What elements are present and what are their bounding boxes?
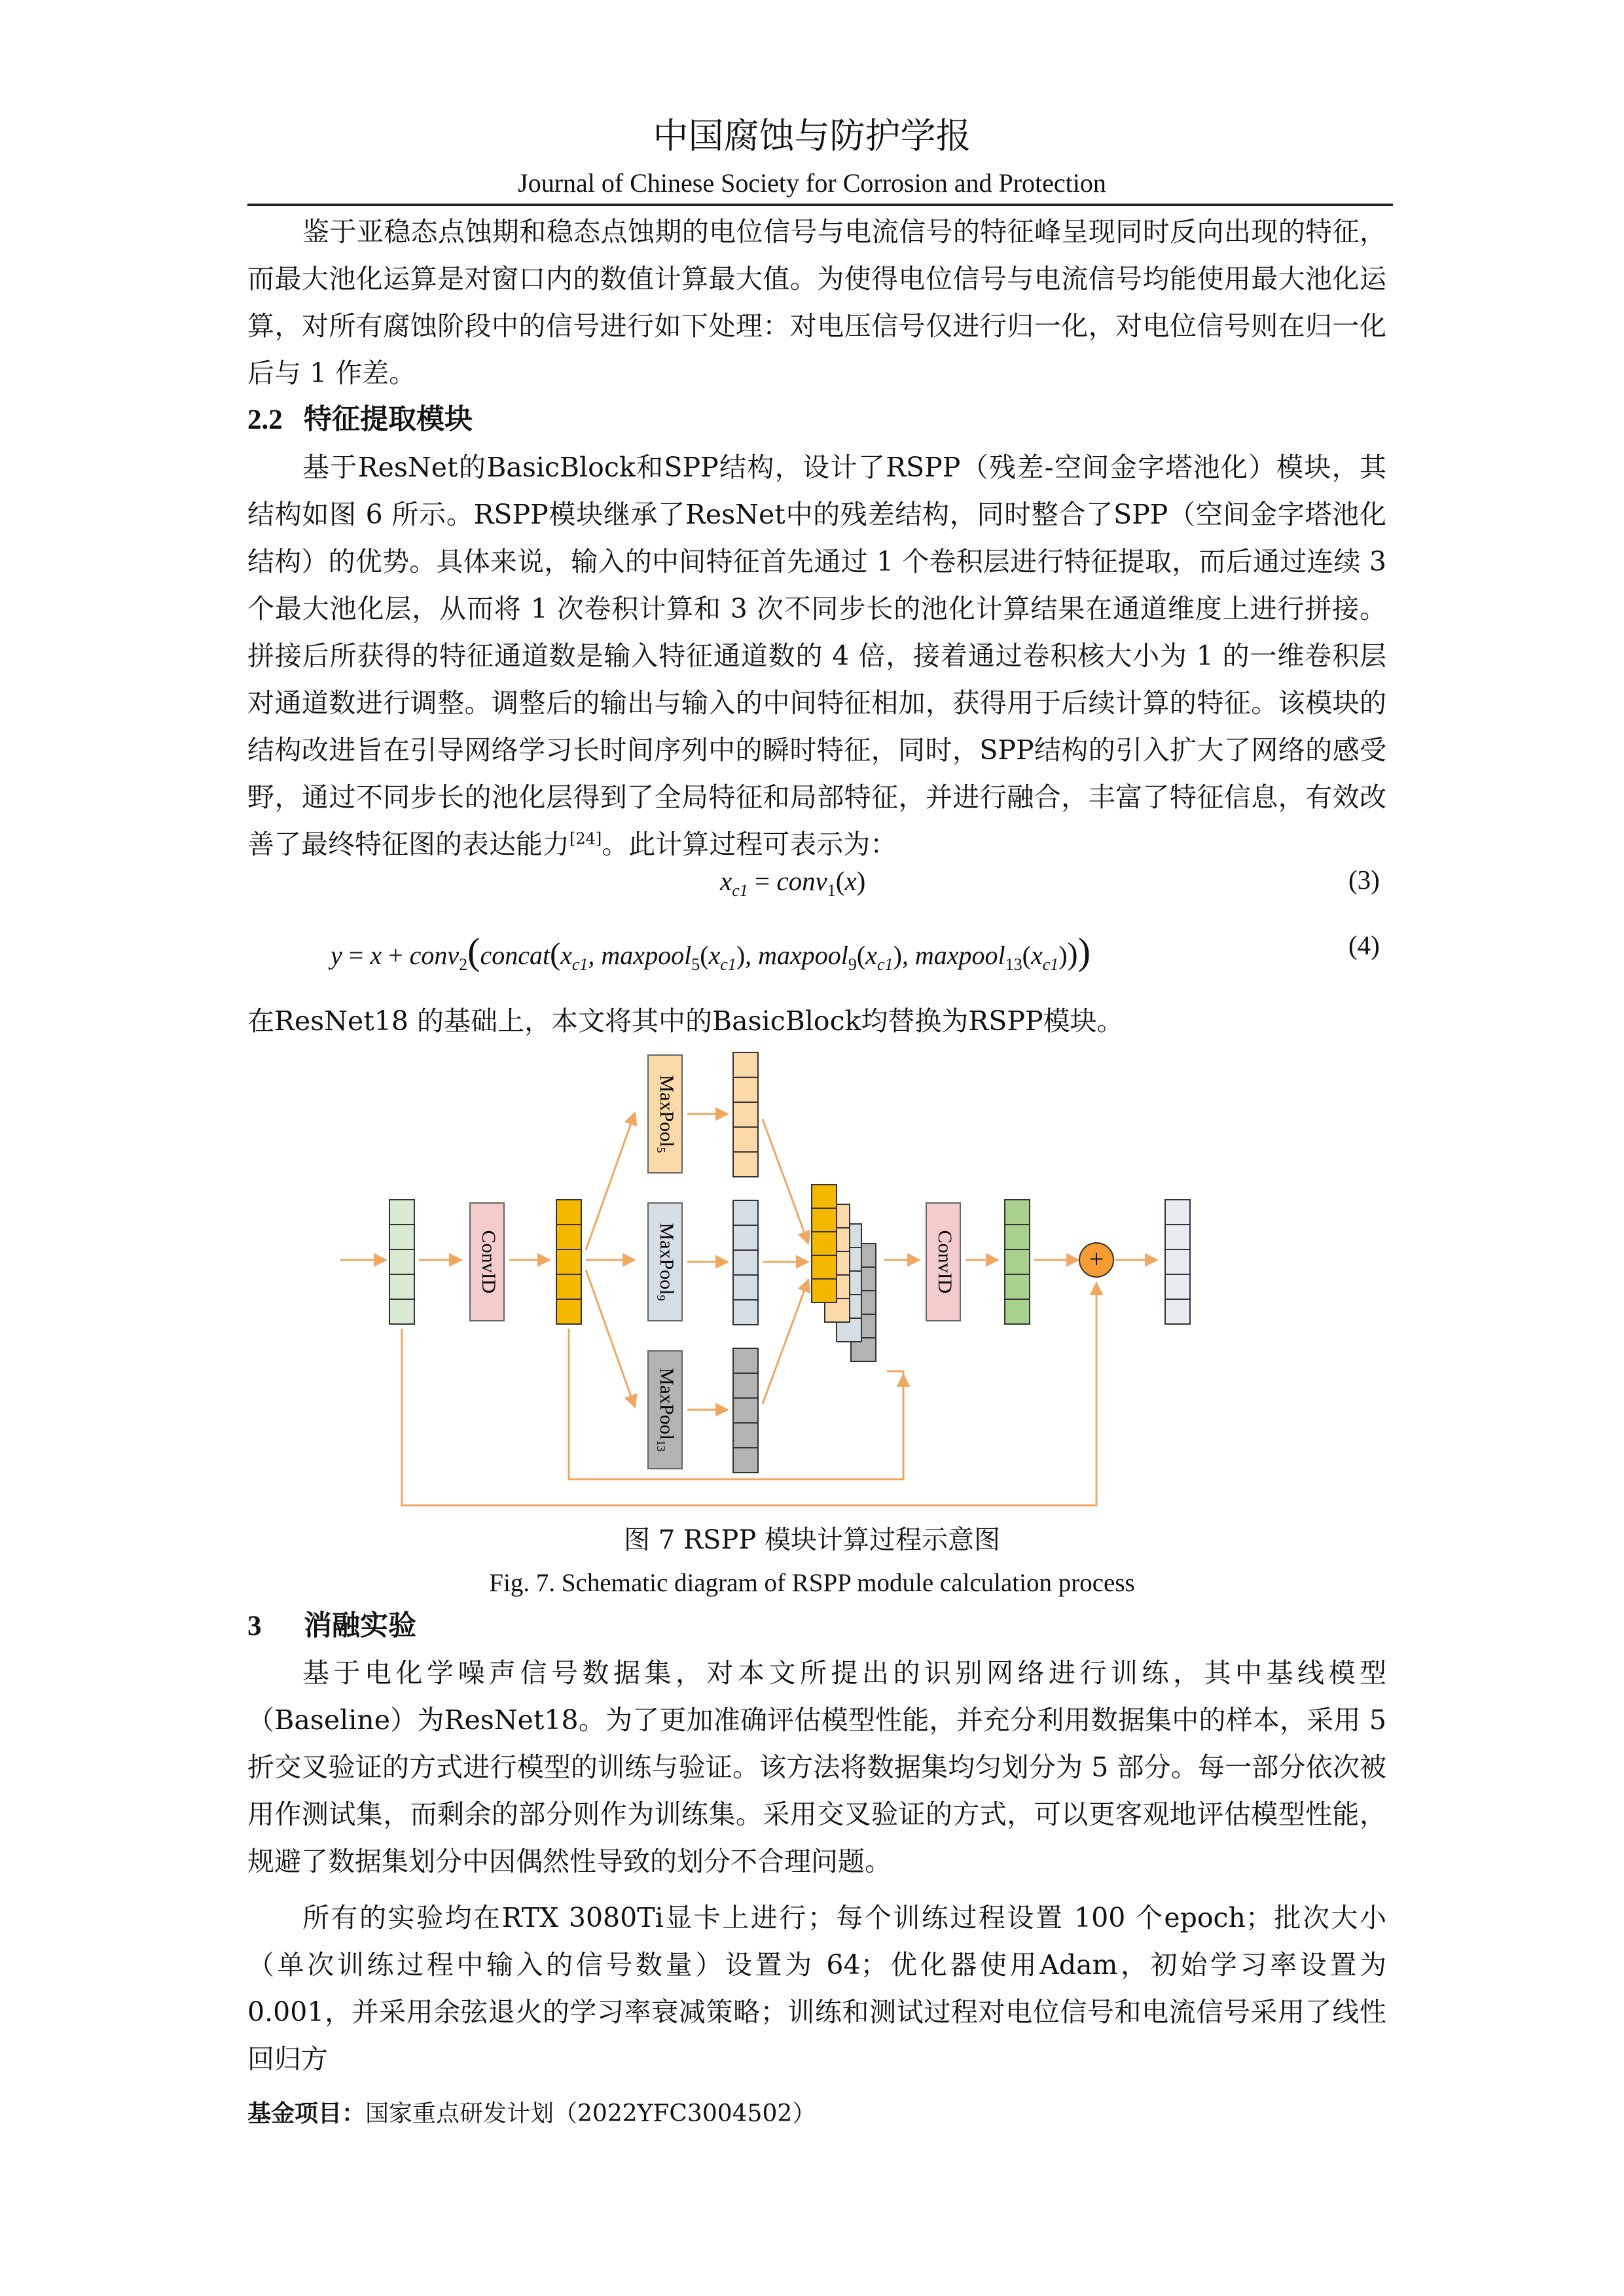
funding-text: 国家重点研发计划（2022YFC3004502）: [365, 2100, 816, 2127]
equation-3: $x_{c1}$ = conv$_1$(x): [720, 866, 866, 901]
section-2-2-title: 特征提取模块: [304, 403, 473, 436]
funding-note: [247, 2098, 816, 2130]
maxpool13-label: MaxPool$_{13}$: [654, 1367, 678, 1452]
citation: [24]: [569, 829, 602, 848]
arrow-to-maxpool13: [586, 1270, 635, 1407]
equation-4: $y = x + conv_2(concat(x_{c1}$, $maxpool_5(x_{c1})$, $maxpool_9(x_{c1})$, $maxpool_{13}(x_{c1})$)): [331, 930, 1091, 974]
header-rule: [247, 204, 1393, 206]
rspp-diagram: [327, 1047, 1322, 1518]
conv1d-label-1: ConvID: [478, 1230, 500, 1294]
section-3-title: 消融实验: [304, 1609, 416, 1642]
paragraph-tail: 。此计算过程可表示为：: [602, 829, 897, 860]
equation-3-number: (3): [1348, 865, 1380, 895]
arrow-concat-1: [763, 1119, 808, 1244]
section-3-paragraph-1: 基于电化学噪声信号数据集，对本文所提出的识别网络进行训练，其中基线模型（Baseline）为ResNet18。为了更加准确评估模型性能，并充分利用数据集中的样本，采用 5 折交叉验证的方式进行模型的训练与验证。该方法将数据集均匀划分为 5 部分。每一部分依次被用作测试集，而剩余的部分则作为训练集。采用交叉验证的方式，可以更客观地评估模型性能，规避了数据集划分中因偶然性导致的划分不合理问题。: [247, 1657, 1386, 1877]
output-feature-column: [1165, 1200, 1190, 1324]
input-feature-column: [389, 1200, 414, 1324]
maxpool5-output-column: [733, 1052, 758, 1177]
intro-block: [247, 208, 1386, 397]
journal-title-cn: 中国腐蚀与防护学报: [653, 115, 971, 156]
section-3-body: [247, 1649, 1386, 2083]
after-equation-text: 在ResNet18 的基础上，本文将其中的BasicBlock均替换为RSPP模块。: [247, 1005, 1124, 1037]
maxpool9-label: MaxPool$_9$: [654, 1223, 678, 1301]
maxpool9-output-column: [733, 1200, 758, 1325]
section-2-2-number: 2.2: [247, 404, 283, 435]
paragraph-text: 基于ResNet的BasicBlock和SPP结构，设计了RSPP（残差-空间金字塔池化）模块，其结构如图 6 所示。RSPP模块继承了ResNet中的残差结构，同时整合了SPP（空间金字塔池化结构）的优势。具体来说，输入的中间特征首先通过 1 个卷积层进行特征提取，而后通过连续 3 个最大池化层，从而将 1 次卷积计算和 3 次不同步长的池化计算结果在通道维度上进行拼接。拼接后所获得的特征通道数是输入特征通道数的 4 倍，接着通过卷积核大小为 1 的一维卷积层对通道数进行调整。调整后的输出与输入的中间特征相加，获得用于后续计算的特征。该模块的结构改进旨在引导网络学习长时间序列中的瞬时特征，同时，SPP结构的引入扩大了网络的感受野，通过不同步长的池化层得到了全局特征和局部特征，并进行融合，丰富了特征信息，有效改善了最终特征图的表达能力: [247, 452, 1386, 860]
arrow-to-maxpool5: [586, 1113, 635, 1250]
section-2-2-paragraph: [247, 444, 1386, 868]
section-3-paragraph-2: 所有的实验均在RTX 3080Ti显卡上进行；每个训练过程设置 100 个epoch；批次大小（单次训练过程中输入的信号数量）设置为 64；优化器使用Adam，初始学习率设置为 0.001，并采用余弦退火的学习率衰减策略；训练和测试过程对电位信号和电流信号采用了线性回归方: [247, 1902, 1386, 2075]
figure-caption-cn: 图 7 RSPP 模块计算过程示意图: [624, 1525, 1000, 1555]
section-3-heading: [247, 1602, 416, 1650]
after-equation-block: [247, 997, 1386, 1045]
equation-4-number: (4): [1348, 930, 1380, 960]
add-node-symbol: +: [1089, 1244, 1104, 1274]
section-2-2-body: [247, 444, 1386, 868]
journal-title-en: Journal of Chinese Society for Corrosion and Protection: [518, 168, 1106, 198]
arrow-concat-3: [763, 1280, 808, 1404]
maxpool13-output-column: [733, 1348, 758, 1473]
figure-caption-en: Fig. 7. Schematic diagram of RSPP module calculation process: [489, 1569, 1135, 1597]
funding-label: 基金项目：: [247, 2100, 366, 2127]
section-2-2-heading: [247, 396, 473, 444]
section-3-number: 3: [247, 1611, 262, 1641]
conv-output-column: [556, 1200, 581, 1324]
intro-paragraph: 鉴于亚稳态点蚀期和稳态点蚀期的电位信号与电流信号的特征峰呈现同时反向出现的特征，而最大池化运算是对窗口内的数值计算最大值。为使得电位信号与电流信号均能使用最大池化运算，对所有腐蚀阶段中的信号进行如下处理：对电压信号仅进行归一化，对电位信号则在归一化后与 1 作差。: [247, 216, 1386, 389]
conv2-output-column: [1005, 1200, 1030, 1324]
maxpool5-label: MaxPool$_5$: [654, 1075, 678, 1153]
conv1d-label-2: ConvID: [934, 1230, 956, 1294]
concat-stack: [812, 1185, 876, 1361]
